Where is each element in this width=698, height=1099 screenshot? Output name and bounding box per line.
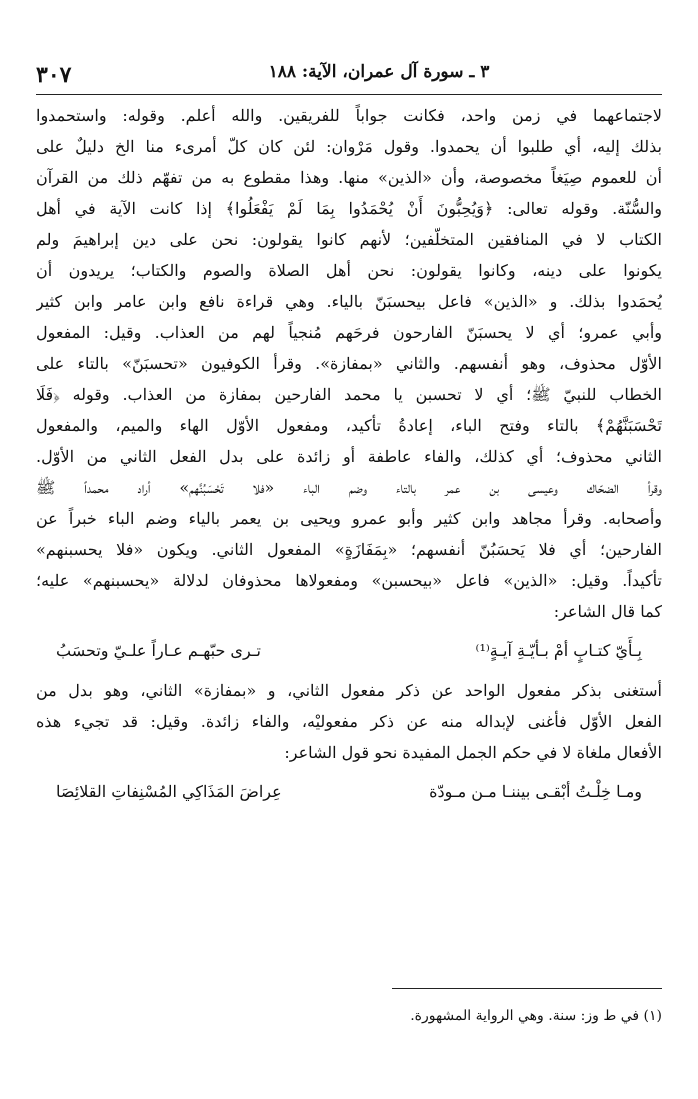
text-line: وأبي عمرو؛ أي لا يحسبَنّ الفارحون فرحَهم مُنجياً لهم من العذاب. وقيل: المفعول — [36, 323, 662, 342]
text-line: الخطاب للنبيّ ﷺ؛ أي لا تحسبن يا محمد الفارحين بمفازة من العذاب. وقوله ﴿فَلَا — [36, 385, 662, 404]
page-number: ٣٠٧ — [36, 62, 72, 88]
text-line: الثاني محذوف؛ أي كذلك، والفاء عاطفة أو زائدة على بدل الفعل الثاني من الأوّل. — [36, 447, 662, 466]
text-line: كما قال الشاعر: — [553, 602, 662, 621]
verse-second-hemistich: عِراضَ المَذَاكِي المُسْنِفاتِ القلائِصَا — [56, 782, 282, 801]
header-divider — [36, 94, 662, 95]
text-line: الفعل الأوّل فأغنى لإبداله منه عن ذكر مفعوليْه، والفاء زائدة. وقيل: قد تجيء هذه — [36, 712, 662, 731]
text-line: يُحمَدوا بذلك. و «الذين» فاعل بيحسبَنّ بالياء. وهي قراءة نافع وابن عامر وابن كثير — [36, 292, 662, 311]
verse-second-hemistich: تـرى حبّهـم عـاراً علـيّ وتحسَبُ — [56, 641, 261, 660]
text-line: تَحْسَبَنَّهُمْ﴾ بالتاء وفتح الباء، إعادةُ تأكيد، ومفعول الأوّل الهاء والميم، والمفعول — [36, 416, 662, 435]
text-line: الفارحين؛ أي فلا يَحسَبُنّ أنفسهم؛ «بِمَفَازَةٍ» المفعول الثاني. ويكون «فلا يحسبنهم» — [36, 540, 662, 559]
text-line: لاجتماعهما في زمن واحد، فكانت جواباً للفريقين. والله أعلم. وقوله: واستحمدوا — [36, 106, 662, 125]
text-line: أستغنى بذكر مفعول الواحد عن ذكر مفعول الثاني، و «بمفازة» الثاني، وهو بدل من — [36, 681, 662, 700]
footnote: (١) في ط وز: سنة. وهي الرواية المشهورة. — [410, 1008, 662, 1024]
text-line: الأوّل محذوف، وهو أنفسهم. والثاني «بمفازة». وقرأ الكوفيون «تحسبَنّ» بالتاء على — [36, 354, 662, 373]
poem-verse — [56, 774, 642, 810]
footnote-divider — [392, 988, 662, 989]
poem-verse — [56, 633, 642, 669]
text-line: وأصحابه. وقرأ مجاهد وابن كثير وأبو عمرو ويحيى بن يعمر بالياء وضم الباء خبراً عن — [36, 509, 662, 528]
text-line: أن للعموم صِيَغاً مخصوصة، وأن «الذين» منها. وهذا مقطوع به من تفهّم ذلك من القرآن — [36, 168, 662, 187]
text-line: بذلك إليه، أي طلبوا أن يحمدوا. وقول مَرْوان: لئن كان كلّ أمرىء منا الخ دليلٌ على — [36, 137, 662, 156]
verse-first-hemistich: ومـا خِلْـتُ أبْقـى بيننـا مـن مـودّة — [429, 782, 642, 801]
verse-first-hemistich: بِـأَيّ كتـابٍ أمْ بـأيّـةِ آيـةٍ⁽¹⁾ — [475, 641, 642, 660]
page-header — [36, 62, 662, 92]
text-line: الكتاب لا في المنافقين المتخلّفين؛ لأنهم كانوا يقولون: نحن على دين إبراهيمَ ولم — [36, 230, 662, 249]
text-line: يكونوا على دينه، وكانوا يقولون: نحن أهل الصلاة والصوم والكتاب؛ يريدون أن — [36, 261, 662, 280]
text-line: تأكيداً. وقيل: «الذين» فاعل «بيحسبن» ومفعولاها محذوفان لدلالة «يحسبنهم» عليه؛ — [36, 571, 662, 590]
text-line: والسُّنّة. وقوله تعالى: ﴿وَيُحِبُّونَ أَنْ يُحْمَدُوا بِمَا لَمْ يَفْعَلُوا﴾ إذا كانت الآية في أهل — [36, 199, 662, 218]
text-line: الأفعال ملغاة لا في حكم الجمل المفيدة نحو قول الشاعر: — [284, 743, 662, 762]
text-line: وقرأ الضحّاك وعيسى بن عمر بالتاء وضم الباء «فلا تَحْسَبُنَّهم» أراد محمداً ﷺ — [36, 478, 662, 497]
body-text — [36, 100, 662, 816]
running-title: ٣ ـ سورة آل عمران، الآية: ١٨٨ — [268, 62, 490, 82]
